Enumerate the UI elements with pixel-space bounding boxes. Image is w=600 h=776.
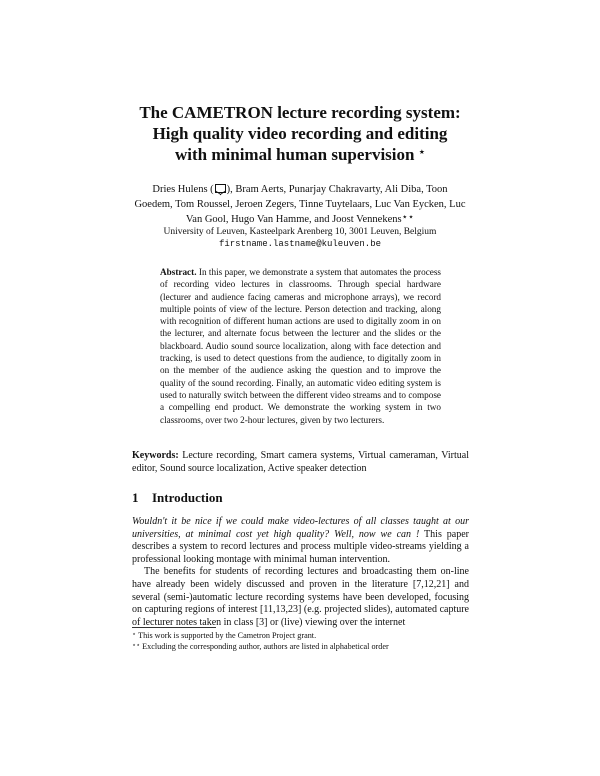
title-line-3-text: with minimal human supervision — [175, 145, 415, 164]
footnote-2-mark: ⋆⋆ — [132, 642, 141, 649]
keywords-label: Keywords: — [132, 450, 179, 461]
author-line-3-text: Van Gool, Hugo Van Hamme, and Joost Vennekens — [185, 214, 402, 225]
title-line-3 — [0, 144, 600, 165]
author-line-1b: ), Bram Aerts, Punarjay Chakravarty, Ali Diba, Toon — [226, 184, 448, 195]
title-footnote-mark: ⋆ — [418, 147, 425, 158]
abstract-text: In this paper, we demonstrate a system that automates the process of recording video lectures in classrooms. Through special hardware (lecturer and audience facing cameras and microphone arrays), we record multiple points of view of the lecture. Person detection and tracking, along with recognition of different human actions are used to digitally zoom in on the lecturer, and alternate focus between the lecturer and the slides or the blackboard. Audio sound source localization, along with face detection and tracking, is used to detect questions from the audience, to digitally zoom in on the member of the audience asking the question and to improve the quality of the sound recording. Finally, an automatic video editing system is used to naturally switch between the different video streams and to compose a compelling end product. We demonstrate the working system in two classrooms, over two 2-hour lectures, given by two lecturers. — [160, 267, 442, 425]
paper-title — [0, 102, 600, 165]
intro-p1-rest: This paper describes a system to record lectures and process multiple video-streams yielding a professional looking montage with minimal human intervention. — [132, 528, 469, 565]
abstract-label: Abstract. — [160, 267, 197, 277]
abstract — [160, 266, 441, 426]
footnote-2-text: Excluding the corresponding author, authors are listed in alphabetical order — [142, 642, 389, 651]
author-line-2: Goedem, Tom Roussel, Jeroen Zegers, Tinne Tuytelaars, Luc Van Eycken, Luc — [134, 199, 466, 210]
section-heading — [132, 490, 223, 506]
email: firstname.lastname@kuleuven.be — [218, 239, 382, 249]
author-footnote-mark: ⋆⋆ — [401, 212, 415, 223]
intro-body — [132, 516, 469, 629]
institution: University of Leuven, Kasteelpark Arenberg 10, 3001 Leuven, Belgium — [163, 227, 437, 237]
affiliation — [100, 226, 500, 250]
intro-paragraph-1 — [132, 516, 469, 566]
envelope-icon — [215, 184, 226, 193]
title-line-1: The CAMETRON lecture recording system: — [139, 103, 461, 122]
intro-paragraph-2: The benefits for students of recording lectures and broadcasting them on-line have already been widely discussed and proven in the literature [7,12,21] and several (semi-)automatic lecture recording systems have been developed, focusing on capturing regions of interest [11,13,23] (e.g. projected slides), automated capture of lecturer notes taken in class [3] or (live) viewing over the internet — [132, 566, 469, 628]
title-line-2: High quality video recording and editing — [152, 124, 448, 143]
author-line-3 — [130, 212, 470, 227]
intro-italic: Wouldn't it be nice if we could make video-lectures of all classes taught at our universities, at minimal cost yet high quality? Well, now we can ! — [132, 516, 469, 540]
author-line-1a: Dries Hulens ( — [152, 184, 214, 195]
footnote-2 — [132, 641, 472, 652]
keywords-text: Lecture recording, Smart camera systems, Virtual cameraman, Virtual editor, Sound source localization, Active speaker detection — [132, 450, 470, 474]
keywords — [132, 449, 469, 475]
footnote-rule — [132, 627, 216, 628]
footnote-1-text: This work is supported by the Cametron Project grant. — [138, 631, 317, 640]
footnote-1-mark: ⋆ — [132, 631, 137, 638]
footnotes — [132, 630, 472, 652]
author-line-1 — [130, 182, 470, 197]
section-title: Introduction — [152, 490, 223, 505]
author-list — [130, 182, 470, 227]
footnote-1 — [132, 630, 472, 641]
section-number: 1 — [132, 490, 139, 505]
